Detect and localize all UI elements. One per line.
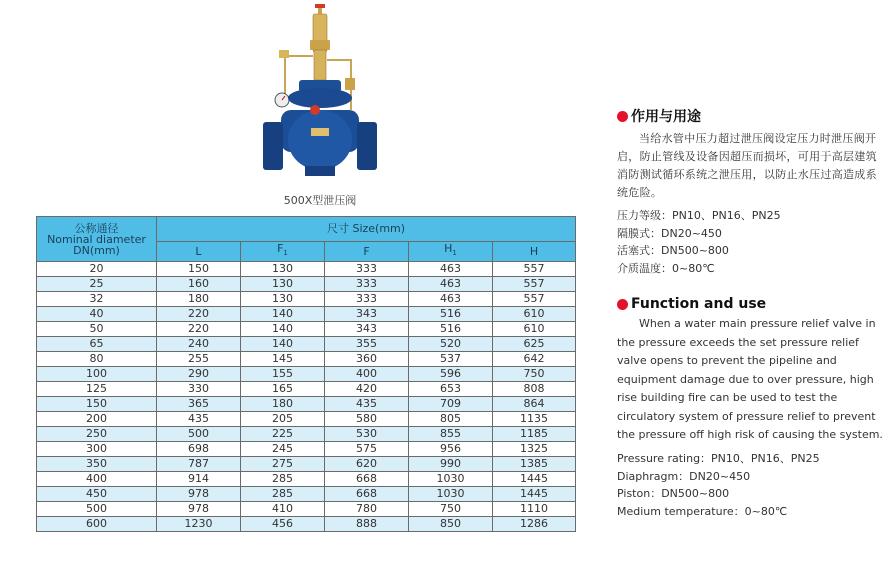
table-cell: 914 xyxy=(157,472,241,487)
table-cell: 978 xyxy=(157,487,241,502)
table-cell: 250 xyxy=(37,427,157,442)
cn-spec-line: 介质温度：0~80℃ xyxy=(617,261,715,275)
table-cell: 400 xyxy=(325,367,409,382)
table-cell: 864 xyxy=(493,397,576,412)
table-cell: 709 xyxy=(409,397,493,412)
table-cell: 463 xyxy=(409,262,493,277)
table-cell: 1110 xyxy=(493,502,576,517)
table-cell: 463 xyxy=(409,292,493,307)
table-row xyxy=(37,322,576,337)
table-row xyxy=(37,352,576,367)
table-cell: 40 xyxy=(37,307,157,322)
table-cell: 220 xyxy=(157,322,241,337)
table-cell: 155 xyxy=(241,367,325,382)
table-cell: 978 xyxy=(157,502,241,517)
table-cell: 596 xyxy=(409,367,493,382)
table-cell: 150 xyxy=(37,397,157,412)
table-cell: 435 xyxy=(325,397,409,412)
table-cell: 990 xyxy=(409,457,493,472)
table-row xyxy=(37,367,576,382)
table-cell: 275 xyxy=(241,457,325,472)
table-cell: 80 xyxy=(37,352,157,367)
table-cell: 750 xyxy=(409,502,493,517)
table-cell: 32 xyxy=(37,292,157,307)
en-spec-line: Diaphragm：DN20~450 xyxy=(617,469,751,483)
table-cell: 557 xyxy=(493,292,576,307)
table-cell: 285 xyxy=(241,472,325,487)
table-cell: 575 xyxy=(325,442,409,457)
table-cell: 100 xyxy=(37,367,157,382)
table-cell: 220 xyxy=(157,307,241,322)
cn-section-title: 作用与用途 xyxy=(617,106,885,126)
table-cell: 350 xyxy=(37,457,157,472)
cn-specs xyxy=(617,207,885,277)
cn-body: 当给水管中压力超过泄压阀设定压力时泄压阀开启，防止管线及设备因超压而损坏，可用于高层建筑消防测试循环系统之泄压用，以防止水压过高造成系统危险。 xyxy=(617,132,877,199)
table-cell: 130 xyxy=(241,277,325,292)
table-cell: 255 xyxy=(157,352,241,367)
table-cell: 150 xyxy=(157,262,241,277)
table-cell: 580 xyxy=(325,412,409,427)
table-cell: 855 xyxy=(409,427,493,442)
table-cell: 530 xyxy=(325,427,409,442)
table-cell: 200 xyxy=(37,412,157,427)
table-row xyxy=(37,442,576,457)
en-specs xyxy=(617,450,885,520)
table-cell: 165 xyxy=(241,382,325,397)
table-cell: 1385 xyxy=(493,457,576,472)
table-cell: 520 xyxy=(409,337,493,352)
table-cell: 420 xyxy=(325,382,409,397)
table-cell: 805 xyxy=(409,412,493,427)
cn-spec-line: 隔膜式：DN20~450 xyxy=(617,226,722,240)
table-cell: 850 xyxy=(409,517,493,532)
en-spec-line: Piston：DN500~800 xyxy=(617,487,730,500)
table-cell: 140 xyxy=(241,322,325,337)
table-cell: 557 xyxy=(493,277,576,292)
table-cell: 620 xyxy=(325,457,409,472)
table-cell: 1445 xyxy=(493,472,576,487)
table-cell: 500 xyxy=(37,502,157,517)
table-cell: 290 xyxy=(157,367,241,382)
table-cell: 1135 xyxy=(493,412,576,427)
en-spec-line: Pressure rating：PN10、PN16、PN25 xyxy=(617,452,820,465)
table-cell: 780 xyxy=(325,502,409,517)
table-cell: 698 xyxy=(157,442,241,457)
table-cell: 400 xyxy=(37,472,157,487)
table-cell: 245 xyxy=(241,442,325,457)
table-cell: 130 xyxy=(241,292,325,307)
en-section-title: Function and use xyxy=(617,296,885,312)
table-cell: 642 xyxy=(493,352,576,367)
column-header: L xyxy=(157,242,241,262)
table-cell: 20 xyxy=(37,262,157,277)
table-cell: 343 xyxy=(325,322,409,337)
table-cell: 1230 xyxy=(157,517,241,532)
table-cell: 125 xyxy=(37,382,157,397)
table-cell: 180 xyxy=(157,292,241,307)
table-cell: 750 xyxy=(493,367,576,382)
table-row xyxy=(37,472,576,487)
table-cell: 333 xyxy=(325,262,409,277)
table-cell: 1030 xyxy=(409,472,493,487)
table-cell: 1286 xyxy=(493,517,576,532)
table-cell: 668 xyxy=(325,487,409,502)
table-row xyxy=(37,412,576,427)
table-cell: 330 xyxy=(157,382,241,397)
table-cell: 450 xyxy=(37,487,157,502)
product-caption: 500X型泄压阀 xyxy=(283,194,357,207)
table-row xyxy=(37,382,576,397)
table-cell: 456 xyxy=(241,517,325,532)
table-cell: 140 xyxy=(241,307,325,322)
table-row xyxy=(37,487,576,502)
size-header: 尺寸 Size(mm) xyxy=(157,217,576,242)
table-row xyxy=(37,397,576,412)
table-row xyxy=(37,502,576,517)
en-spec-line: Medium temperature：0~80℃ xyxy=(617,504,788,518)
table-cell: 537 xyxy=(409,352,493,367)
bullet-dot-icon xyxy=(617,111,628,122)
table-cell: 333 xyxy=(325,292,409,307)
en-body: When a water main pressure relief valve in the pressure exceeds the set pressure relief valve opens to prevent the pipeline and equipment damage due to over pressure, high rise building fire can be used to test the circulatory system of pressure relief to prevent the pressure off high risk of causing the system. xyxy=(617,317,883,441)
table-cell: 1030 xyxy=(409,487,493,502)
table-cell: 435 xyxy=(157,412,241,427)
table-cell: 956 xyxy=(409,442,493,457)
column-header: H xyxy=(493,242,576,262)
table-row xyxy=(37,277,576,292)
spec-table xyxy=(36,216,576,532)
table-row xyxy=(37,337,576,352)
table-cell: 787 xyxy=(157,457,241,472)
table-cell: 50 xyxy=(37,322,157,337)
table-cell: 600 xyxy=(37,517,157,532)
column-header: $H_1$ xyxy=(409,242,493,262)
table-cell: 25 xyxy=(37,277,157,292)
table-row xyxy=(37,427,576,442)
table-cell: 1185 xyxy=(493,427,576,442)
table-cell: 557 xyxy=(493,262,576,277)
table-cell: 285 xyxy=(241,487,325,502)
table-cell: 1445 xyxy=(493,487,576,502)
column-header: $F_1$ xyxy=(241,242,325,262)
column-header: F xyxy=(325,242,409,262)
spec-table-body xyxy=(37,262,576,532)
table-cell: 653 xyxy=(409,382,493,397)
table-cell: 808 xyxy=(493,382,576,397)
table-row xyxy=(37,307,576,322)
table-row xyxy=(37,457,576,472)
table-cell: 410 xyxy=(241,502,325,517)
table-cell: 240 xyxy=(157,337,241,352)
table-cell: 145 xyxy=(241,352,325,367)
table-cell: 888 xyxy=(325,517,409,532)
table-cell: 225 xyxy=(241,427,325,442)
cn-spec-line: 压力等级：PN10、PN16、PN25 xyxy=(617,209,781,222)
table-cell: 300 xyxy=(37,442,157,457)
table-cell: 625 xyxy=(493,337,576,352)
bullet-dot-icon xyxy=(617,299,628,310)
table-row xyxy=(37,262,576,277)
table-cell: 180 xyxy=(241,397,325,412)
table-cell: 668 xyxy=(325,472,409,487)
table-cell: 610 xyxy=(493,307,576,322)
table-cell: 160 xyxy=(157,277,241,292)
table-cell: 463 xyxy=(409,277,493,292)
table-cell: 500 xyxy=(157,427,241,442)
table-cell: 365 xyxy=(157,397,241,412)
table-cell: 205 xyxy=(241,412,325,427)
table-cell: 65 xyxy=(37,337,157,352)
cn-spec-line: 活塞式：DN500~800 xyxy=(617,244,729,257)
dn-header: 公称通径 Nominal diameter DN(mm) xyxy=(37,217,157,262)
table-cell: 140 xyxy=(241,337,325,352)
table-cell: 516 xyxy=(409,307,493,322)
table-cell: 516 xyxy=(409,322,493,337)
table-cell: 355 xyxy=(325,337,409,352)
en-section xyxy=(617,296,885,445)
table-cell: 1325 xyxy=(493,442,576,457)
table-cell: 610 xyxy=(493,322,576,337)
valve-illustration xyxy=(255,0,385,190)
table-cell: 343 xyxy=(325,307,409,322)
table-row xyxy=(37,517,576,532)
cn-section xyxy=(617,106,885,202)
table-cell: 333 xyxy=(325,277,409,292)
table-cell: 360 xyxy=(325,352,409,367)
table-cell: 130 xyxy=(241,262,325,277)
table-row xyxy=(37,292,576,307)
